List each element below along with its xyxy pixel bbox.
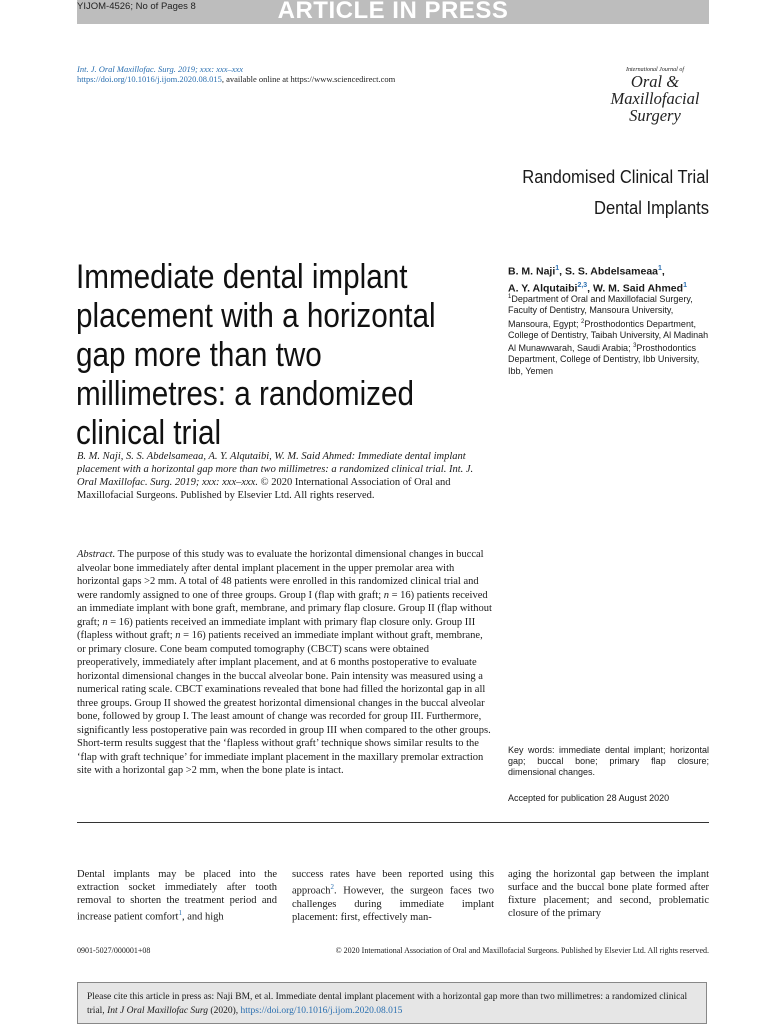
logo-line-2: Maxillofacial — [610, 89, 700, 108]
abstract-text: = 16) patients received an immediate implant without graft, membrane, or primary closure. Cone beam computed tomography (CBCT) scans were obtained preoperatively, immediately after implant placement, and at 6 months postoperative to evaluate horizontal dimensional changes in the buccal alveolar bone. Pain intensity was measured using a numerical rating scale. CBCT examinations revealed that bone had filled the horizontal gap in all three groups. Group II showed the greatest horizontal dimensional changes in the buccal alveolar bone, followed by group I. The least amount of change was recorded for group III. Furthermore, significantly less postoperative pain was recorded in group III when compared to the other groups. Short-term results suggest that the ‘flapless without graft’ technique shows similar results to the ‘flap with graft technique’ for immediate implant placement in the maxillary premolar extraction site with a horizontal gap >2 mm, when the bone plate is intact. — [77, 630, 491, 776]
cite-text: Please cite this article in press as: Naji BM, et al. Immediate dental implant placement with a horizontal gap more than two millimetres: a randomized clinical trial, — [87, 992, 688, 1016]
cite-this-article-box — [77, 982, 707, 1024]
abstract-n-symbol: n — [383, 589, 389, 601]
author-list — [508, 262, 714, 295]
manuscript-ref-code: YIJOM-4526; No of Pages 8 — [77, 1, 196, 12]
author-affiliation-ref[interactable]: 2,3 — [577, 281, 588, 289]
online-note: , available online at https://www.sciencedirect.com — [221, 74, 396, 84]
body-column-1 — [77, 868, 277, 924]
author-name: B. M. Naji — [508, 265, 556, 278]
author-separator: , — [587, 282, 594, 294]
logo-small-line: International Journal of — [626, 67, 684, 73]
footer-copyright: © 2020 International Association of Oral and Maxillofacial Surgeons. Published by Elsevier Ltd. All rights reserved. — [335, 946, 709, 955]
citation-paragraph — [77, 450, 494, 502]
body-column-3: aging the horizontal gap between the implant surface and the buccal bone plate formed after fixture placement; and second, problematic closure of the primary — [508, 869, 709, 919]
body-text: Dental implants may be placed into the extraction socket immediately after tooth removal to shorten the treatment period and increase patient comfort — [77, 869, 277, 923]
abstract-text: = 16) patients received an immediate implant with bone graft, membrane, and primary flap closure. Group II (flap without graft; — [77, 589, 492, 628]
logo-line-1: Oral & — [630, 72, 680, 91]
author-name: W. M. Said Ahmed — [593, 282, 684, 294]
author-affiliation-ref[interactable]: 1 — [683, 281, 687, 289]
author-separator: , — [661, 265, 665, 278]
affiliation-text: Department of Oral and Maxillofacial Surgery, Faculty of Dentistry, Mansoura University, Mansoura, Egypt; — [508, 294, 693, 329]
article-topic-label: Dental Implants — [593, 198, 709, 218]
cite-journal: Int J Oral Maxillofac Surg — [107, 1005, 209, 1016]
abstract-text: The purpose of this study was to evaluate the horizontal dimensional changes in buccal alveolar bone immediately after dental implant placement in the upper premolar area with horizontal gaps >2 mm. A total of 48 patients were enrolled in this randomized clinical trial and were randomly assigned to one of three groups. Group I (flap with graft; — [77, 549, 484, 601]
reference-link[interactable]: 1 — [178, 909, 182, 917]
logo-line-3: Surgery — [629, 106, 681, 125]
citation-copyright: © 2020 International Association of Oral and Maxillofacial Surgeons. Published by Elsevier Ltd. All rights reserved. — [77, 477, 451, 501]
body-text: . However, the surgeon faces two challenges during immediate implant placement: first, effectively man- — [292, 885, 494, 923]
affiliations — [508, 292, 714, 377]
abstract-n-symbol: n — [102, 616, 108, 628]
reference-link[interactable]: 2 — [330, 883, 334, 891]
abstract-label: Abstract. — [77, 549, 116, 560]
body-text: success rates have been reported using this approach — [292, 869, 494, 897]
keywords: Key words: immediate dental implant; horizontal gap; buccal bone; primary flap closure; dimensional changes. — [508, 745, 709, 777]
journal-logo — [600, 67, 710, 124]
affiliation-marker: 2 — [581, 318, 585, 325]
affiliation-marker: 3 — [633, 343, 637, 350]
abstract-text: = 16) patients received an immediate implant with primary flap closure only. Group III (flapless without graft; — [77, 616, 476, 641]
doi-link[interactable]: https://doi.org/10.1016/j.ijom.2020.08.015 — [77, 74, 222, 84]
author-affiliation-ref[interactable]: 1 — [658, 265, 662, 272]
author-name: A. Y. Alqutaibi — [508, 282, 578, 294]
abstract-n-symbol: n — [175, 630, 181, 641]
affiliation-marker: 1 — [508, 294, 512, 300]
author-separator: , — [559, 265, 566, 278]
author-affiliation-ref[interactable]: 1 — [555, 265, 560, 272]
section-divider — [77, 822, 709, 823]
journal-citation-header: Int. J. Oral Maxillofac. Surg. 2019; xxx: xxx–xxx — [77, 64, 244, 74]
citation-italic: B. M. Naji, S. S. Abdelsameaa, A. Y. Alqutaibi, W. M. Said Ahmed: Immediate dental implant placement with a horizontal gap more than two millimetres: a randomized clinical trial. Int. J. Oral Maxillofac. Surg. 2019; xxx: xxx–xxx. — [77, 451, 474, 488]
cite-doi-link[interactable]: https://doi.org/10.1016/j.ijom.2020.08.015 — [240, 1005, 403, 1016]
doi-line — [77, 74, 395, 84]
article-title: Immediate dental implant placement with a horizontal gap more than two millimetres: a randomized clinical trial — [76, 258, 436, 452]
article-type-label: Randomised Clinical Trial — [522, 167, 709, 187]
issn-code: 0901-5027/000001+08 — [77, 946, 151, 955]
body-column-2 — [292, 868, 494, 924]
author-name: S. S. Abdelsameaa — [565, 265, 659, 278]
affiliation-text: Prosthodontics Department, College of Dentistry, Ibb University, Ibb, Yemen — [508, 343, 700, 376]
affiliation-text: Prosthodontics Department, College of Dentistry, Taibah University, Al Madinah Al Munawwarah, Saudi Arabia; — [508, 318, 709, 354]
body-text: , and high — [181, 911, 224, 923]
abstract — [77, 548, 494, 778]
accepted-date: Accepted for publication 28 August 2020 — [508, 793, 670, 803]
cite-year: (2020), — [208, 1005, 241, 1016]
article-in-press-label: ARTICLE IN PRESS — [277, 0, 509, 24]
